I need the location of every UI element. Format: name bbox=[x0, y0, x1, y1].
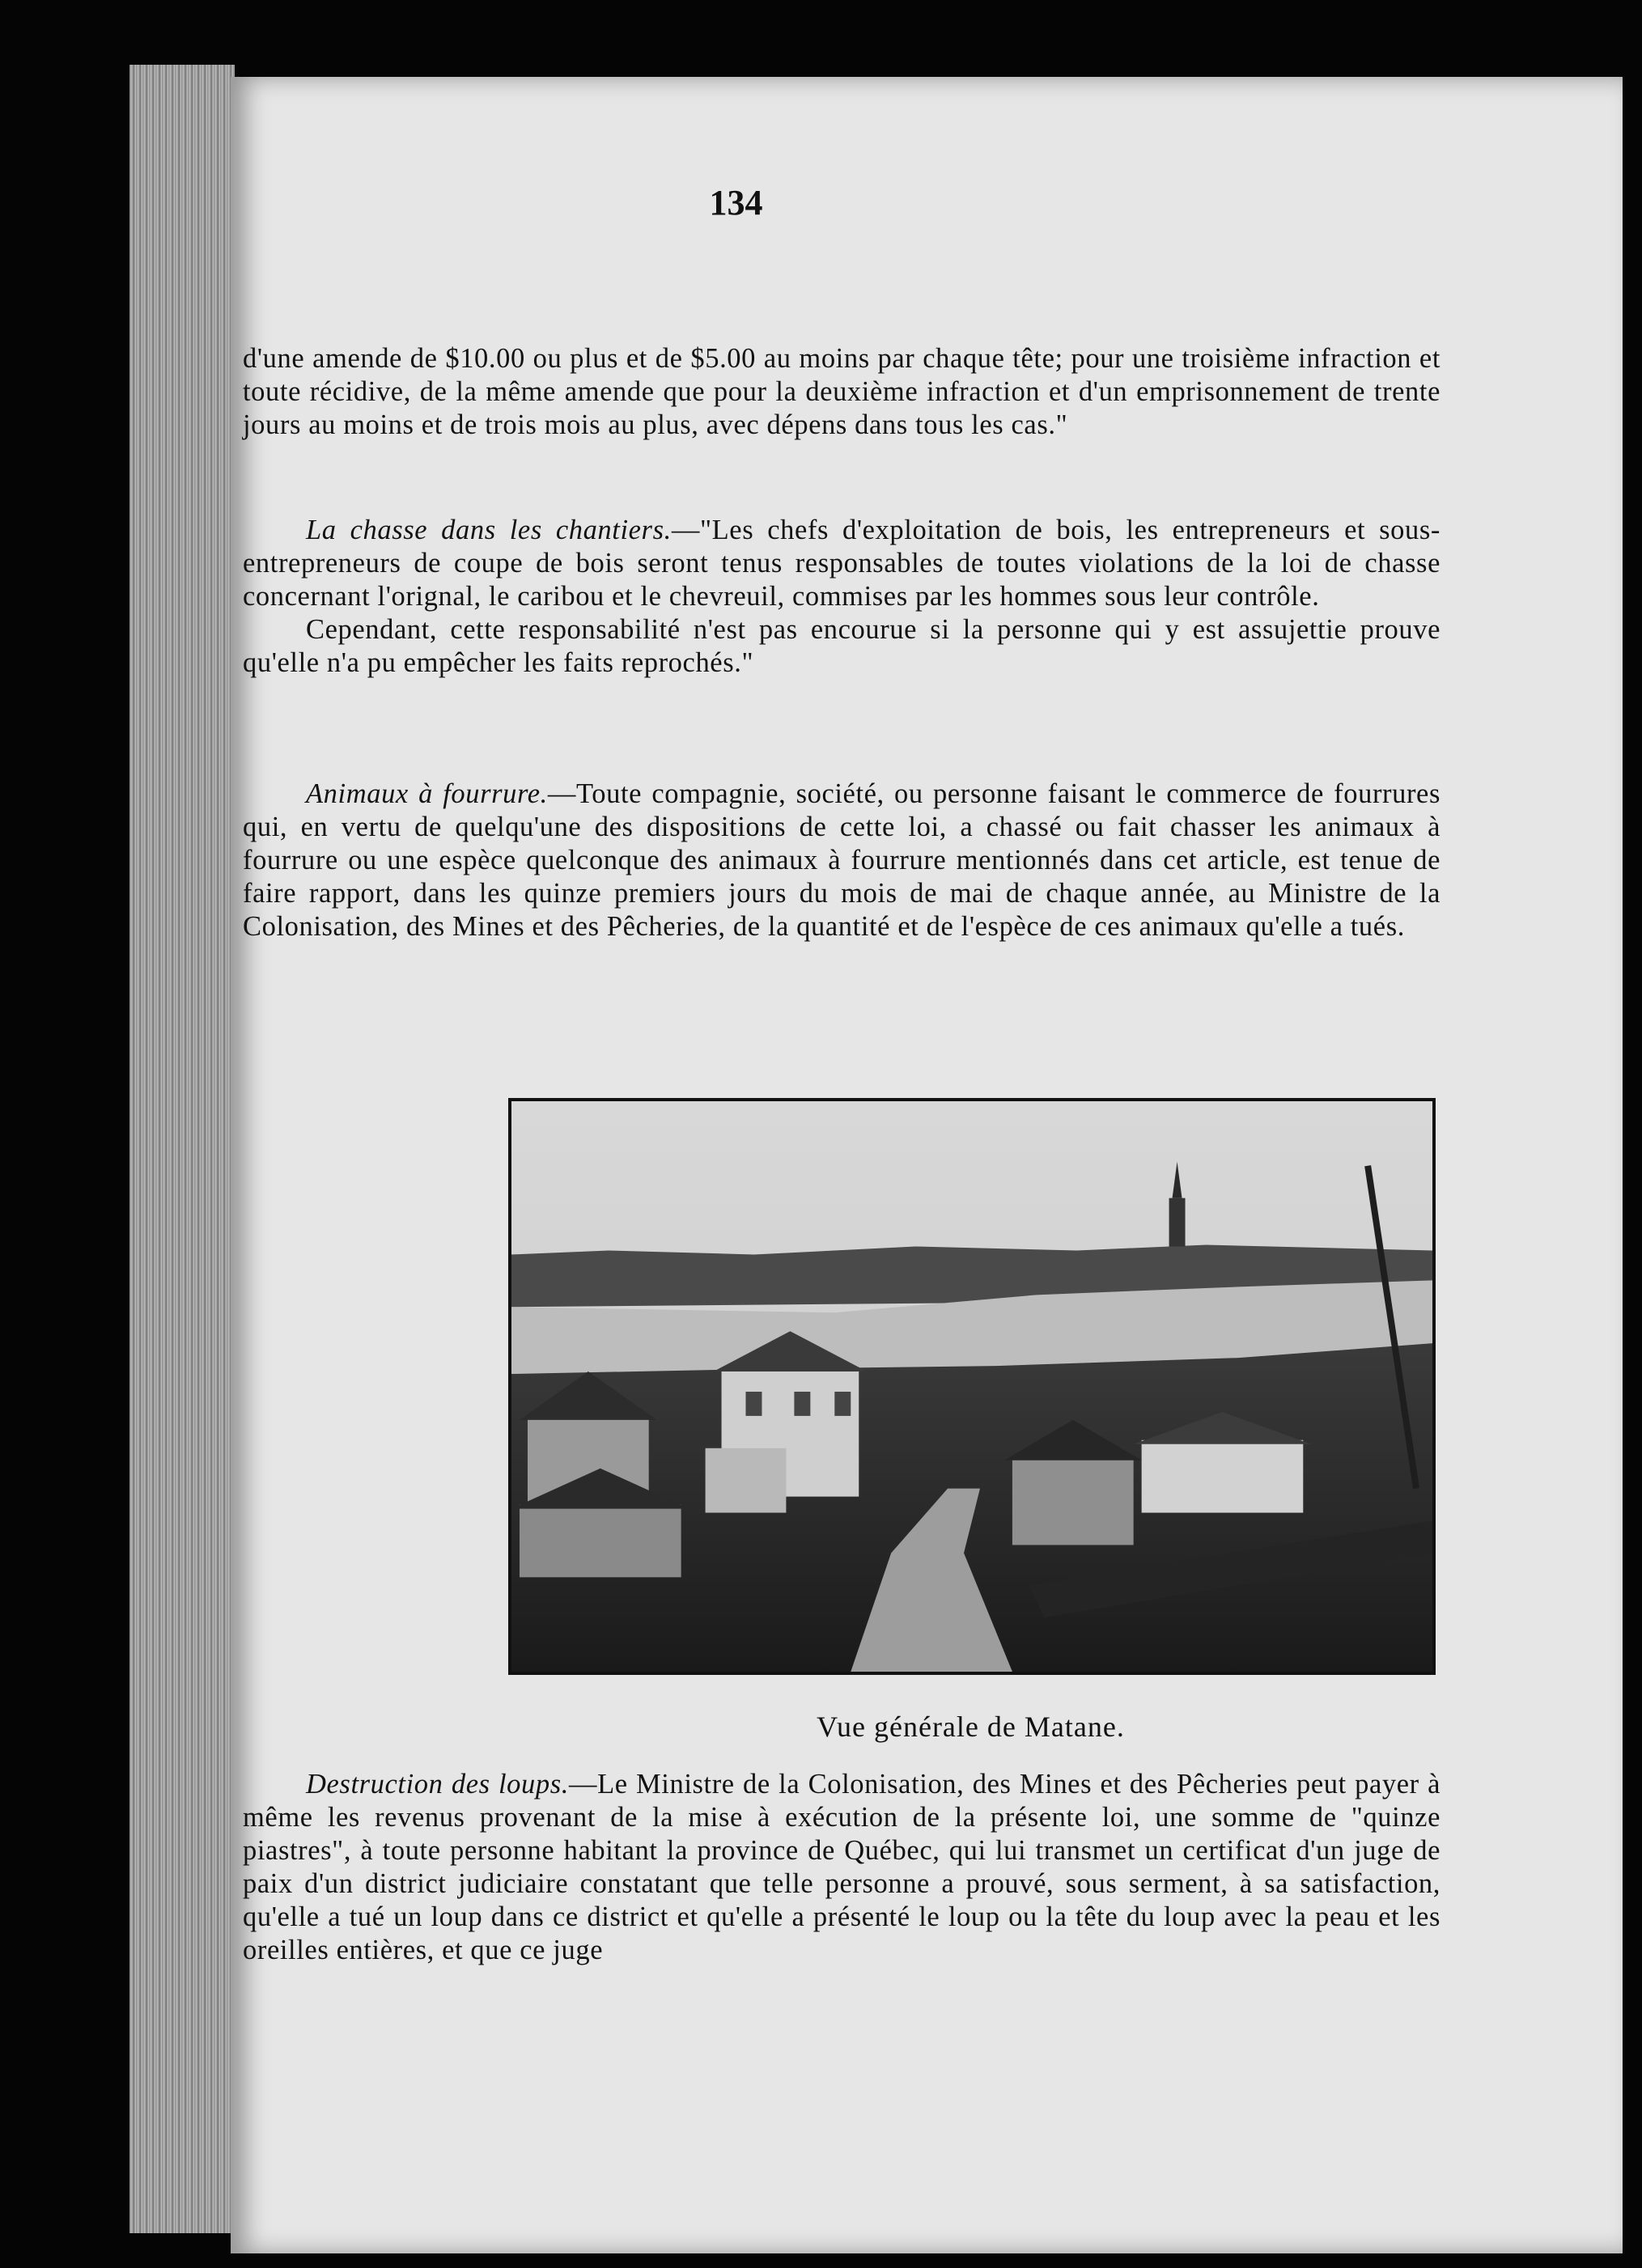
town-photo-illustration bbox=[511, 1101, 1432, 1672]
paragraph-text: d'une amende de $10.00 ou plus et de $5.00 au moins par chaque tête; pour une troisième infraction et toute récidive, de la même amende que pour la deuxième infraction et d'un emprisonnement de trente jours au moins et de trois mois au plus, avec dépens dans tous les cas." bbox=[243, 343, 1440, 440]
paragraph bbox=[243, 1768, 1440, 1967]
section-destruction-loups bbox=[243, 1768, 1440, 1967]
paragraph-text: —"Les chefs d'exploitation de bois, les entrepreneurs et sous-entrepreneurs de coupe de bois seront tenus responsables de toutes violations de la loi de chasse concernant l'orignal, le caribou et le chevreuil, commises par les hommes sous leur contrôle. bbox=[243, 515, 1440, 612]
section-title: Animaux à fourrure. bbox=[306, 778, 548, 809]
paragraph bbox=[243, 778, 1440, 943]
figure-caption: Vue générale de Matane. bbox=[817, 1711, 1125, 1743]
paragraph-text: —Toute compagnie, société, ou personne faisant le commerce de fourrures qui, en vertu de quelqu'une des dispositions de cette loi, a chassé ou fait chasser les animaux à fourrure ou une espèce quelconque des animaux à fourrure mentionnés dans cet article, est tenue de faire rapport, dans les quinze premiers jours du mois de mai de chaque année, au Ministre de la Colonisation, des Mines et des Pêcheries, de la quantité et de l'espèce de ces animaux qu'elle a tués. bbox=[243, 778, 1440, 942]
section-title: Destruction des loups. bbox=[306, 1769, 569, 1800]
photograph-matane bbox=[508, 1098, 1436, 1675]
section-title: La chasse dans les chantiers. bbox=[306, 515, 672, 545]
paragraph-fine-continued bbox=[243, 342, 1440, 442]
section-animaux-fourrure bbox=[243, 778, 1440, 943]
paragraph bbox=[243, 514, 1440, 613]
section-chasse-chantiers bbox=[243, 514, 1440, 680]
paragraph-text: Cependant, cette responsabilité n'est pas encourue si la personne qui y est assujettie prouve qu'elle n'a pu empêcher les faits reprochés." bbox=[243, 614, 1440, 678]
page-number: 134 bbox=[709, 183, 763, 223]
book-page-edges bbox=[129, 65, 235, 2233]
paragraph-text: —Le Ministre de la Colonisation, des Mines et des Pêcheries peut payer à même les revenus provenant de la mise à exécution de la présente loi, une somme de "quinze piastres", à toute personne habitant la province de Québec, qui lui transmet un certificat d'un juge de paix d'un district judiciaire constatant que telle personne a prouvé, sous serment, à sa satisfaction, qu'elle a tué un loup dans ce district et qu'elle a présenté le loup ou la tête du loup avec la peau et les oreilles entières, et que ce juge bbox=[243, 1769, 1440, 1965]
